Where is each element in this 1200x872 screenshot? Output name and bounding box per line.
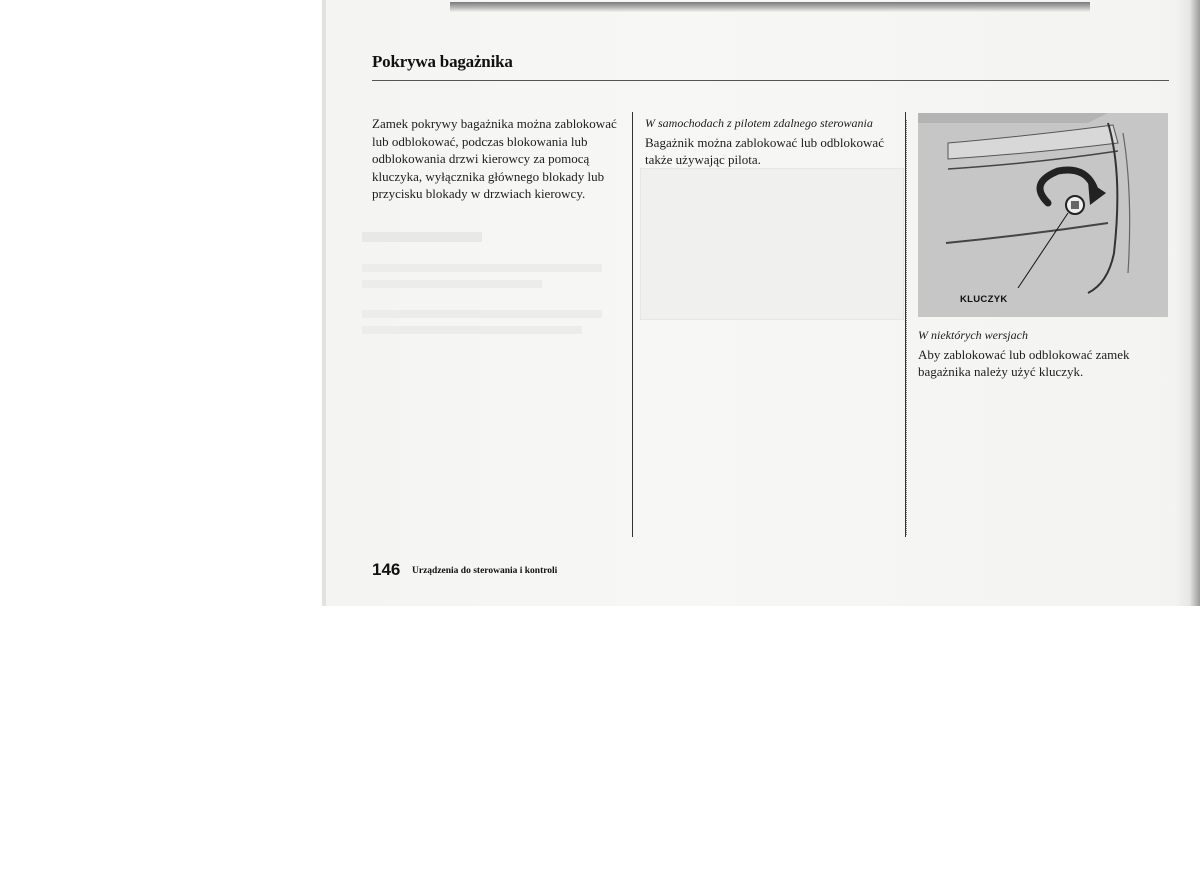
trunk-lock-illustration bbox=[918, 113, 1168, 317]
column-2 bbox=[645, 115, 900, 169]
right-column-margin-marks bbox=[906, 120, 907, 535]
key-label: KLUCZYK bbox=[960, 294, 1008, 305]
bleed-through-decoration bbox=[362, 232, 622, 334]
column-3 bbox=[918, 327, 1168, 381]
column-2-text: Bagażnik można zablokować lub odblokować także używając pilota. bbox=[645, 134, 884, 167]
page-left-edge bbox=[322, 0, 326, 606]
footer-section-title: Urządzenia do sterowania i kontroli bbox=[412, 566, 558, 576]
page-title: Pokrywa bagażnika bbox=[372, 52, 513, 71]
page-right-edge bbox=[1174, 0, 1200, 606]
page-top-shadow bbox=[450, 2, 1090, 12]
scanned-page bbox=[322, 0, 1200, 606]
title-rule bbox=[372, 80, 1169, 81]
page-number: 146 bbox=[372, 560, 401, 579]
column-1-text: Zamek pokrywy bagażnika można zablokować lub odblokować, podczas blokowania lub odblokowania drzwi kierowcy za pomocą kluczyka, wyłącznika głównego blokady lub przycisku blokady w drzwiach kierowcy. bbox=[372, 116, 617, 201]
column-3-text: Aby zablokować lub odblokować zamek bagażnika należy użyć kluczyk. bbox=[918, 346, 1130, 379]
column-3-subheading: W niektórych wersjach bbox=[918, 328, 1028, 342]
column-divider-1 bbox=[632, 112, 633, 537]
column-2-subheading: W samochodach z pilotem zdalnego sterowania bbox=[645, 116, 873, 130]
bleed-through-box bbox=[640, 168, 904, 320]
trunk-lock-photo bbox=[918, 113, 1168, 317]
